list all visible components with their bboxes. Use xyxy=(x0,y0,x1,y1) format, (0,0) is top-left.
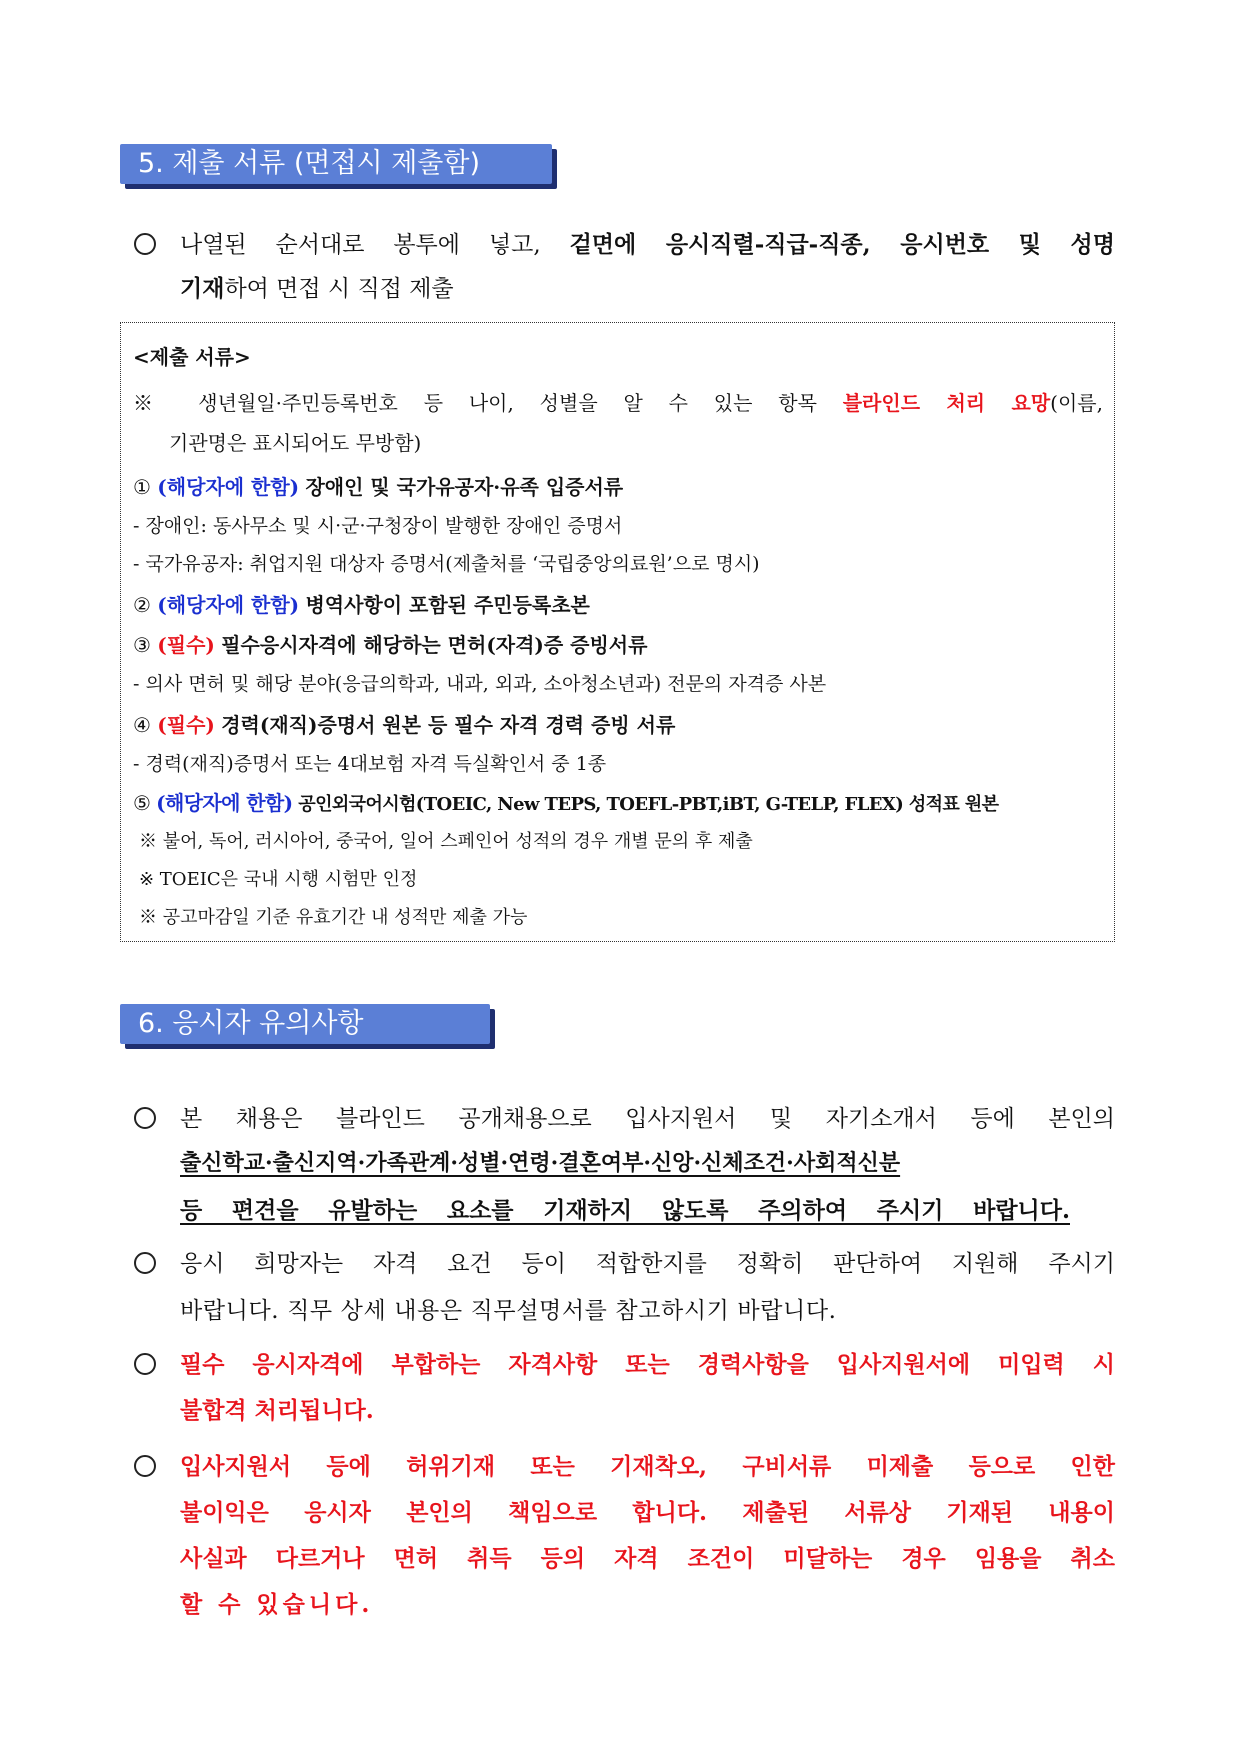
item-1-sub-2: - 국가유공자: 취업지원 대상자 증명서(제출처를 ‘국립중앙의료원’으로 명시) xyxy=(133,553,760,575)
box-heading: <제출 서류> xyxy=(133,345,251,369)
bullet-circle-icon xyxy=(134,1454,156,1480)
notice-2-line-1: 응시 희망자는 자격 요건 등이 적합한지를 정확히 판단하여 지원해 주시기 xyxy=(180,1251,1115,1277)
notice-4-line-4: 할 수 있습니다. xyxy=(180,1591,374,1618)
notice-4-line-2: 불이익은 응시자 본인의 책임으로 합니다. 제출된 서류상 기재된 내용이 xyxy=(180,1499,1115,1526)
bullet-circle-icon xyxy=(134,1106,156,1132)
notice-2-line-2: 바랍니다. 직무 상세 내용은 직무설명서를 참고하시기 바랍니다. xyxy=(180,1298,837,1324)
item-1-sub-1: - 장애인: 동사무소 및 시·군·구청장이 발행한 장애인 증명서 xyxy=(133,515,623,537)
item-3: ③ (필수) 필수응시자격에 해당하는 면허(자격)증 증빙서류 xyxy=(133,633,648,657)
intro-line-2: 기재하여 면접 시 직접 제출 xyxy=(180,275,454,302)
notice-4-line-1: 입사지원서 등에 허위기재 또는 기재착오, 구비서류 미제출 등으로 인한 xyxy=(180,1453,1115,1480)
section-5-title: 5. 제출 서류 (면접시 제출함) xyxy=(120,144,552,184)
intro-line-1: 나열된 순서대로 봉투에 넣고, 겉면에 응시직렬-직급-직종, 응시번호 및 성명 xyxy=(180,231,1115,258)
bullet-circle-icon xyxy=(134,1352,156,1378)
blind-notice-line-1: ※ 생년월일·주민등록번호 등 나이, 성별을 알 수 있는 항목 블라인드 처리 요망(이름, xyxy=(133,391,1103,415)
notice-3-line-2: 불합격 처리됩니다. xyxy=(180,1397,374,1424)
item-4-sub-1: - 경력(재직)증명서 또는 4대보험 자격 득실확인서 중 1종 xyxy=(133,753,607,775)
item-5: ⑤ (해당자에 한함) 공인외국어시험(TOEIC, New TEPS, TOEFL-PBT,iBT, G-TELP, FLEX) 성적표 원본 xyxy=(133,791,999,815)
blind-notice-line-2: 기관명은 표시되어도 무방함) xyxy=(169,431,422,455)
bullet-circle-icon xyxy=(134,1251,156,1277)
notice-1-line-3: 등 편견을 유발하는 요소를 기재하지 않도록 주의하여 주시기 바랍니다. xyxy=(180,1197,1070,1224)
notice-4-line-3: 사실과 다르거나 면허 취득 등의 자격 조건이 미달하는 경우 임용을 취소 xyxy=(180,1545,1115,1572)
notice-1-line-2: 출신학교·출신지역·가족관계·성별·연령·결혼여부·신앙·신체조건·사회적신분 xyxy=(180,1150,901,1176)
section-6-title: 6. 응시자 유의사항 xyxy=(120,1004,490,1044)
item-2: ② (해당자에 한함) 병역사항이 포함된 주민등록초본 xyxy=(133,593,590,617)
item-5-sub-2: ※ TOEIC은 국내 시행 시험만 인정 xyxy=(139,869,418,890)
submission-documents-box xyxy=(120,322,1115,942)
item-3-sub-1: - 의사 면허 및 해당 분야(응급의학과, 내과, 외과, 소아청소년과) 전문의 자격증 사본 xyxy=(133,673,827,695)
bullet-circle-icon xyxy=(134,232,156,258)
item-4: ④ (필수) 경력(재직)증명서 원본 등 필수 자격 경력 증빙 서류 xyxy=(133,713,676,737)
notice-1-line-1: 본 채용은 블라인드 공개채용으로 입사지원서 및 자기소개서 등에 본인의 xyxy=(180,1106,1115,1132)
notice-3-line-1: 필수 응시자격에 부합하는 자격사항 또는 경력사항을 입사지원서에 미입력 시 xyxy=(180,1351,1115,1378)
item-1: ① (해당자에 한함) 장애인 및 국가유공자·유족 입증서류 xyxy=(133,475,624,499)
item-5-sub-3: ※ 공고마감일 기준 유효기간 내 성적만 제출 가능 xyxy=(139,907,528,928)
item-5-sub-1: ※ 불어, 독어, 러시아어, 중국어, 일어 스페인어 성적의 경우 개별 문의 후 제출 xyxy=(139,831,753,852)
